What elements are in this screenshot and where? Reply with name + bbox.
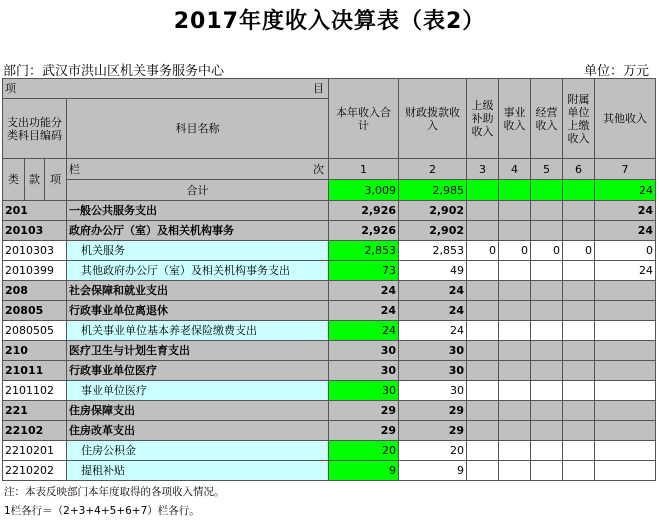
header-lei: 类 [3,159,25,201]
col-header-total: 本年收入合计 [329,79,399,159]
row-code: 2080505 [3,321,67,341]
row-value [499,421,531,441]
row-value [467,381,499,401]
row-value: 49 [399,261,467,281]
row-value: 9 [329,461,399,481]
row-value [595,281,656,301]
department-label: 部门：武汉市洪山区机关事务服务中心 [3,64,225,79]
table-row [3,261,656,281]
table-row [3,441,656,461]
header-lan: 栏 [69,162,80,176]
row-value [531,361,563,381]
row-value [467,461,499,481]
header-func-code: 支出功能分类科目编码 [3,99,67,159]
col-header-superior: 上级补助收入 [467,79,499,159]
row-value: 30 [399,341,467,361]
row-value: 24 [595,261,656,281]
col-header-other: 其他收入 [595,79,656,159]
total-value: 3,009 [329,180,399,201]
table-row [3,201,656,221]
row-code: 21011 [3,361,67,381]
row-value [595,301,656,321]
row-value [595,421,656,441]
table-row [3,221,656,241]
row-value [595,321,656,341]
col-num: 7 [595,159,656,180]
row-value [467,301,499,321]
total-label: 合计 [67,180,329,201]
col-num: 1 [329,159,399,180]
total-value [563,180,595,201]
note-line-2: 1栏各行＝（2+3+4+5+6+7）栏各行。 [4,505,200,517]
row-value: 0 [563,241,595,261]
row-code: 20805 [3,301,67,321]
row-value [595,341,656,361]
row-value: 2,853 [399,241,467,261]
row-value: 2,902 [399,221,467,241]
row-value [563,261,595,281]
row-code: 22102 [3,421,67,441]
row-value: 24 [399,281,467,301]
row-value [531,281,563,301]
col-header-operating: 经营收入 [531,79,563,159]
table-row [3,241,656,261]
row-value [499,201,531,221]
row-subject-name: 政府办公厅（室）及相关机构事务 [67,221,329,241]
row-value: 30 [329,361,399,381]
table-row [3,361,656,381]
row-value: 0 [531,241,563,261]
header-xiang-mu [3,79,329,99]
table-row [3,421,656,441]
row-subject-name: 其他政府办公厅（室）及相关机构事务支出 [67,261,329,281]
col-header-business: 事业收入 [499,79,531,159]
row-value [499,321,531,341]
unit-label: 单位：万元 [583,64,649,79]
row-value [595,361,656,381]
row-value [563,221,595,241]
col-num: 4 [499,159,531,180]
row-value: 0 [467,241,499,261]
total-value [467,180,499,201]
row-value [467,441,499,461]
row-value [467,261,499,281]
row-value [531,401,563,421]
row-value [531,461,563,481]
table-row [3,321,656,341]
row-value [531,441,563,461]
col-num: 2 [399,159,467,180]
row-value [499,221,531,241]
row-subject-name: 医疗卫生与计划生育支出 [67,341,329,361]
row-value [531,301,563,321]
row-value [467,421,499,441]
row-value [595,401,656,421]
row-value [499,441,531,461]
row-value [563,421,595,441]
row-value [467,341,499,361]
row-code: 208 [3,281,67,301]
row-code: 210 [3,341,67,361]
row-value [467,321,499,341]
col-num: 5 [531,159,563,180]
col-num: 6 [563,159,595,180]
row-value: 0 [499,241,531,261]
row-value: 2,926 [329,201,399,221]
row-subject-name: 提租补贴 [67,461,329,481]
table-row [3,461,656,481]
row-value [595,381,656,401]
row-subject-name: 机关事业单位基本养老保险缴费支出 [67,321,329,341]
row-subject-name: 行政事业单位医疗 [67,361,329,381]
row-code: 2010303 [3,241,67,261]
row-value [563,381,595,401]
header-kuan: 款 [25,159,45,201]
row-value [531,421,563,441]
row-value [563,361,595,381]
header-lan-ci [67,159,329,180]
row-value [467,221,499,241]
report-title: 2017年度收入决算表（表2） [173,9,486,34]
row-value [499,281,531,301]
income-table [2,78,656,481]
row-value [531,261,563,281]
total-value: 2,985 [399,180,467,201]
row-value [563,301,595,321]
header-subject: 科目名称 [67,99,329,159]
total-value: 24 [595,180,656,201]
row-value: 24 [329,281,399,301]
row-value: 24 [329,321,399,341]
row-value: 29 [399,401,467,421]
row-value [563,321,595,341]
header-mu: 目 [313,82,324,95]
row-value: 24 [399,301,467,321]
row-value [499,461,531,481]
row-value [531,221,563,241]
row-value [531,381,563,401]
row-value [531,201,563,221]
total-value [499,180,531,201]
row-value [563,201,595,221]
note-line-1: 注：本表反映部门本年度取得的各项收入情况。 [4,486,225,498]
row-value: 29 [399,421,467,441]
row-value: 29 [329,421,399,441]
row-value [563,341,595,361]
row-value: 20 [329,441,399,461]
row-value: 20 [399,441,467,461]
row-code: 2101102 [3,381,67,401]
row-subject-name: 住房保障支出 [67,401,329,421]
row-value: 30 [329,381,399,401]
row-value [499,361,531,381]
row-value: 2,853 [329,241,399,261]
row-subject-name: 社会保障和就业支出 [67,281,329,301]
row-value [499,301,531,321]
row-value: 29 [329,401,399,421]
row-value [467,361,499,381]
row-value: 30 [399,361,467,381]
row-value: 30 [399,381,467,401]
col-header-affiliated: 附属单位上缴收入 [563,79,595,159]
row-value: 2,926 [329,221,399,241]
row-value [595,461,656,481]
row-value: 24 [595,221,656,241]
row-value [499,341,531,361]
row-value [499,261,531,281]
row-value [563,461,595,481]
row-value [563,281,595,301]
row-code: 221 [3,401,67,421]
row-value: 24 [399,321,467,341]
row-value [595,441,656,461]
row-value: 2,902 [399,201,467,221]
row-value [499,381,531,401]
header-ci: 次 [313,162,324,176]
row-value [531,321,563,341]
row-value [467,201,499,221]
row-code: 2210202 [3,461,67,481]
row-value: 9 [399,461,467,481]
total-value [531,180,563,201]
row-value: 30 [329,341,399,361]
row-subject-name: 行政事业单位离退休 [67,301,329,321]
row-value: 0 [595,241,656,261]
row-subject-name: 事业单位医疗 [67,381,329,401]
table-row [3,341,656,361]
row-value [467,281,499,301]
table-row [3,301,656,321]
row-value [563,441,595,461]
row-code: 20103 [3,221,67,241]
row-value [563,401,595,421]
table-row [3,281,656,301]
table-row [3,381,656,401]
header-xiang: 项 [5,82,16,95]
row-value: 24 [329,301,399,321]
row-value [531,341,563,361]
row-code: 2010399 [3,261,67,281]
row-subject-name: 一般公共服务支出 [67,201,329,221]
row-code: 201 [3,201,67,221]
row-value [467,401,499,421]
header-xiang2: 项 [45,159,67,201]
row-value: 73 [329,261,399,281]
row-subject-name: 机关服务 [67,241,329,261]
col-header-fiscal: 财政拨款收入 [399,79,467,159]
row-subject-name: 住房公积金 [67,441,329,461]
row-subject-name: 住房改革支出 [67,421,329,441]
table-row [3,401,656,421]
row-code: 2210201 [3,441,67,461]
col-num: 3 [467,159,499,180]
row-value: 24 [595,201,656,221]
row-value [499,401,531,421]
